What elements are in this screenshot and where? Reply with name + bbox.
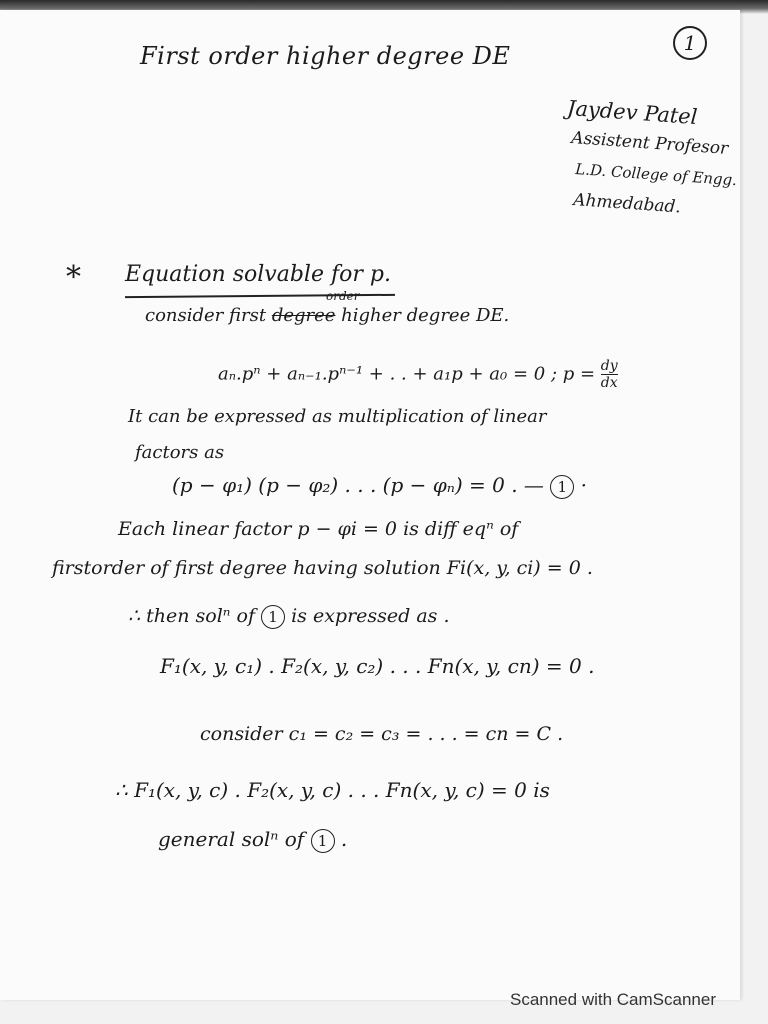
struck-word: degree	[271, 305, 336, 326]
equation-text: aₙ.pⁿ + aₙ₋₁.pⁿ⁻¹ + . . + a₁p + a₀ = 0 ; p =	[218, 363, 596, 385]
dydx-denominator: dx	[600, 375, 618, 391]
line-polynomial-equation	[218, 358, 618, 391]
dydx-numerator: dy	[600, 358, 618, 374]
general-post: .	[340, 827, 348, 851]
camscanner-watermark: Scanned with CamScanner	[509, 990, 716, 1009]
line-first-order-first-degree: firstorder of first degree having solution Fi(x, y, ci) = 0 .	[52, 557, 593, 579]
page-number: 1	[673, 26, 707, 60]
line-each-linear-factor: Each linear factor p − φi = 0 is diff eqⁿ of	[118, 518, 519, 540]
line-factor-product	[172, 473, 587, 499]
line-expressed: It can be expressed as multiplication of linear	[128, 406, 547, 427]
line-solution-product: F₁(x, y, c₁) . F₂(x, y, c₂) . . . Fn(x, y, cn) = 0 .	[160, 654, 595, 678]
equation-ref-circle: 1	[261, 605, 285, 629]
paper-sheet	[0, 10, 740, 1000]
author-name: Jaydev Patel	[566, 96, 699, 130]
inserted-word: order	[326, 289, 360, 303]
section-heading: Equation solvable for p.	[125, 262, 391, 287]
author-city: Ahmedabad.	[572, 190, 682, 218]
section-bullet: *	[66, 260, 81, 295]
consider-pre: consider first	[145, 305, 267, 326]
line-consider	[145, 305, 509, 326]
dydx-fraction	[601, 358, 618, 391]
line-therefore-general: ∴ F₁(x, y, c) . F₂(x, y, c) . . . Fn(x, y, c) = 0 is	[115, 778, 550, 802]
line-factors-as: factors as	[135, 442, 225, 463]
equation-ref-circle: 1	[311, 829, 335, 853]
then-pre: ∴ then solⁿ of	[128, 605, 255, 627]
line-then-solution	[128, 605, 450, 629]
then-post: is expressed as .	[291, 605, 450, 627]
equation-ref-circle: 1	[550, 475, 574, 499]
general-pre: general solⁿ of	[158, 827, 305, 851]
factor-product-text: (p − φ₁) (p − φ₂) . . . (p − φₙ) = 0 . —	[172, 473, 544, 497]
line-consider-constants: consider c₁ = c₂ = c₃ = . . . = cn = C .	[200, 723, 564, 745]
author-position: Assistent Profesor	[570, 128, 729, 159]
author-college: L.D. College of Engg.	[574, 160, 738, 190]
consider-post: higher degree DE.	[341, 305, 510, 326]
line-general-solution	[158, 827, 347, 853]
trailing-dot: ·	[580, 473, 588, 497]
page-title: First order higher degree DE	[140, 42, 511, 70]
